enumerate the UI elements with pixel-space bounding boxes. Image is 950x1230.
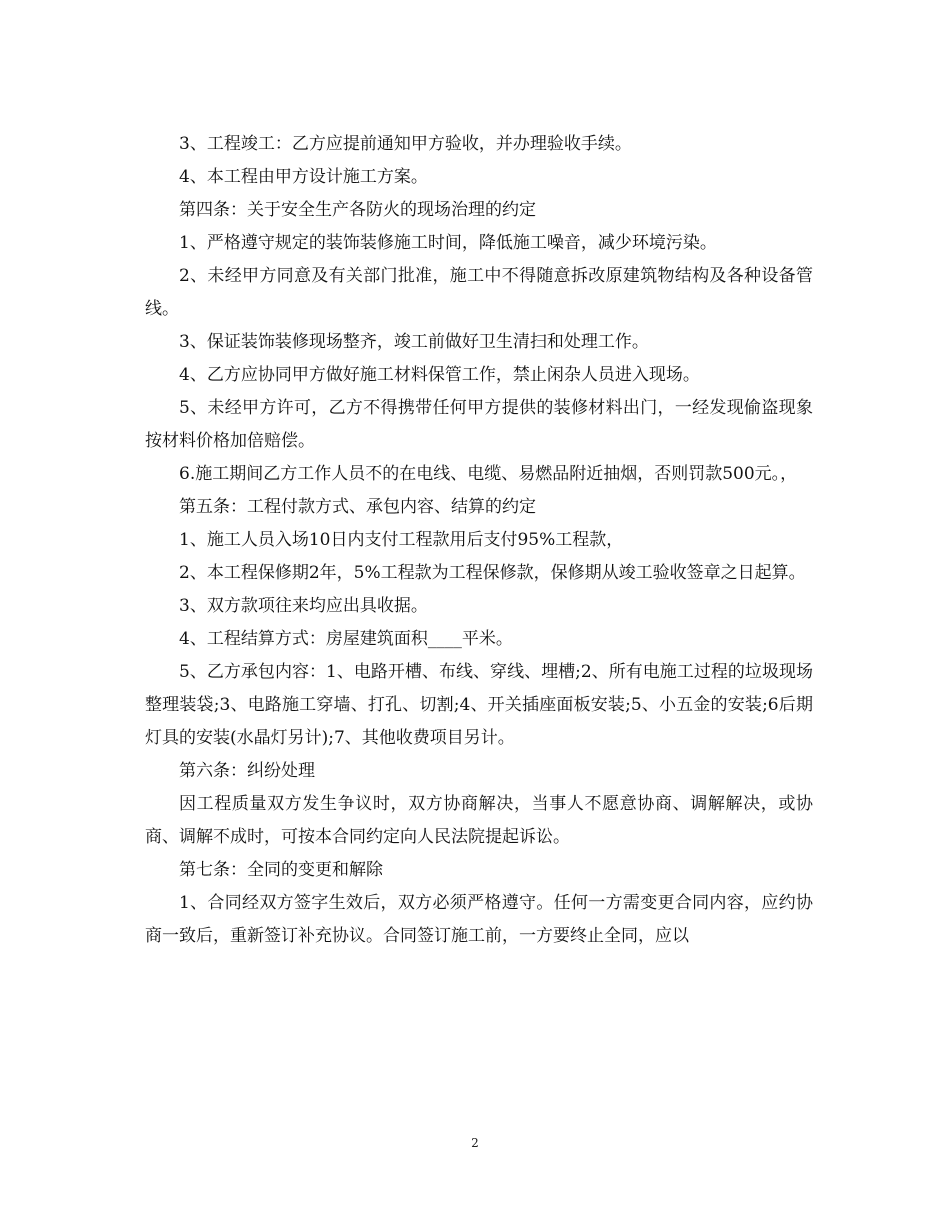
- paragraph: 3、双方款项往来均应出具收据。: [179, 596, 428, 616]
- section-heading: 第四条：关于安全生产各防火的现场治理的约定: [179, 200, 536, 220]
- section-heading: 第七条：全同的变更和解除: [179, 860, 383, 880]
- page-number: 2: [471, 1136, 479, 1150]
- paragraph: 2、本工程保修期2年，5%工程款为工程保修款，保修期从竣工验收签章之日起算。: [179, 563, 806, 583]
- paragraph: 4、本工程由甲方设计施工方案。: [179, 167, 428, 187]
- paragraph: 3、保证装饰装修现场整齐，竣工前做好卫生清扫和处理工作。: [179, 332, 649, 352]
- paragraph: 4、乙方应协同甲方做好施工材料保管工作，禁止闲杂人员进入现场。: [179, 365, 700, 385]
- document-body: [145, 128, 813, 953]
- section-heading: 第五条：工程付款方式、承包内容、结算的约定: [179, 497, 536, 517]
- paragraph: 因工程质量双方发生争议时，双方协商解决，当事人不愿意协商、调解解决，或协商、调解不成时，可按本合同约定向人民法院提起诉讼。: [145, 794, 813, 847]
- paragraph: 1、合同经双方签字生效后，双方必须严格遵守。任何一方需变更合同内容，应约协商一致后，重新签订补充协议。合同签订施工前，一方要终止全同，应以: [145, 893, 813, 946]
- paragraph: 3、工程竣工：乙方应提前通知甲方验收，并办理验收手续。: [179, 134, 632, 154]
- paragraph: 1、施工人员入场10日内支付工程款用后支付95%工程款，: [179, 530, 624, 550]
- paragraph: 5、乙方承包内容：1、电路开槽、布线、穿线、埋槽;2、所有电施工过程的垃圾现场整理装袋;3、电路施工穿墙、打孔、切割;4、开关插座面板安装;5、小五金的安装;6后期灯具的安装(水晶灯另计);7、其他收费项目另计。: [145, 662, 813, 748]
- paragraph: 2、未经甲方同意及有关部门批准，施工中不得随意拆改原建筑物结构及各种设备管线。: [145, 266, 813, 319]
- paragraph: 4、工程结算方式：房屋建筑面积____平米。: [179, 629, 513, 649]
- paragraph: 5、未经甲方许可，乙方不得携带任何甲方提供的装修材料出门，一经发现偷盗现象按材料价格加倍赔偿。: [145, 398, 813, 451]
- paragraph: 1、严格遵守规定的装饰装修施工时间，降低施工噪音，减少环境污染。: [179, 233, 717, 253]
- section-heading: 第六条：纠纷处理: [179, 761, 315, 781]
- paragraph: 6.施工期间乙方工作人员不的在电线、电缆、易燃品附近抽烟，否则罚款500元。，: [179, 464, 798, 484]
